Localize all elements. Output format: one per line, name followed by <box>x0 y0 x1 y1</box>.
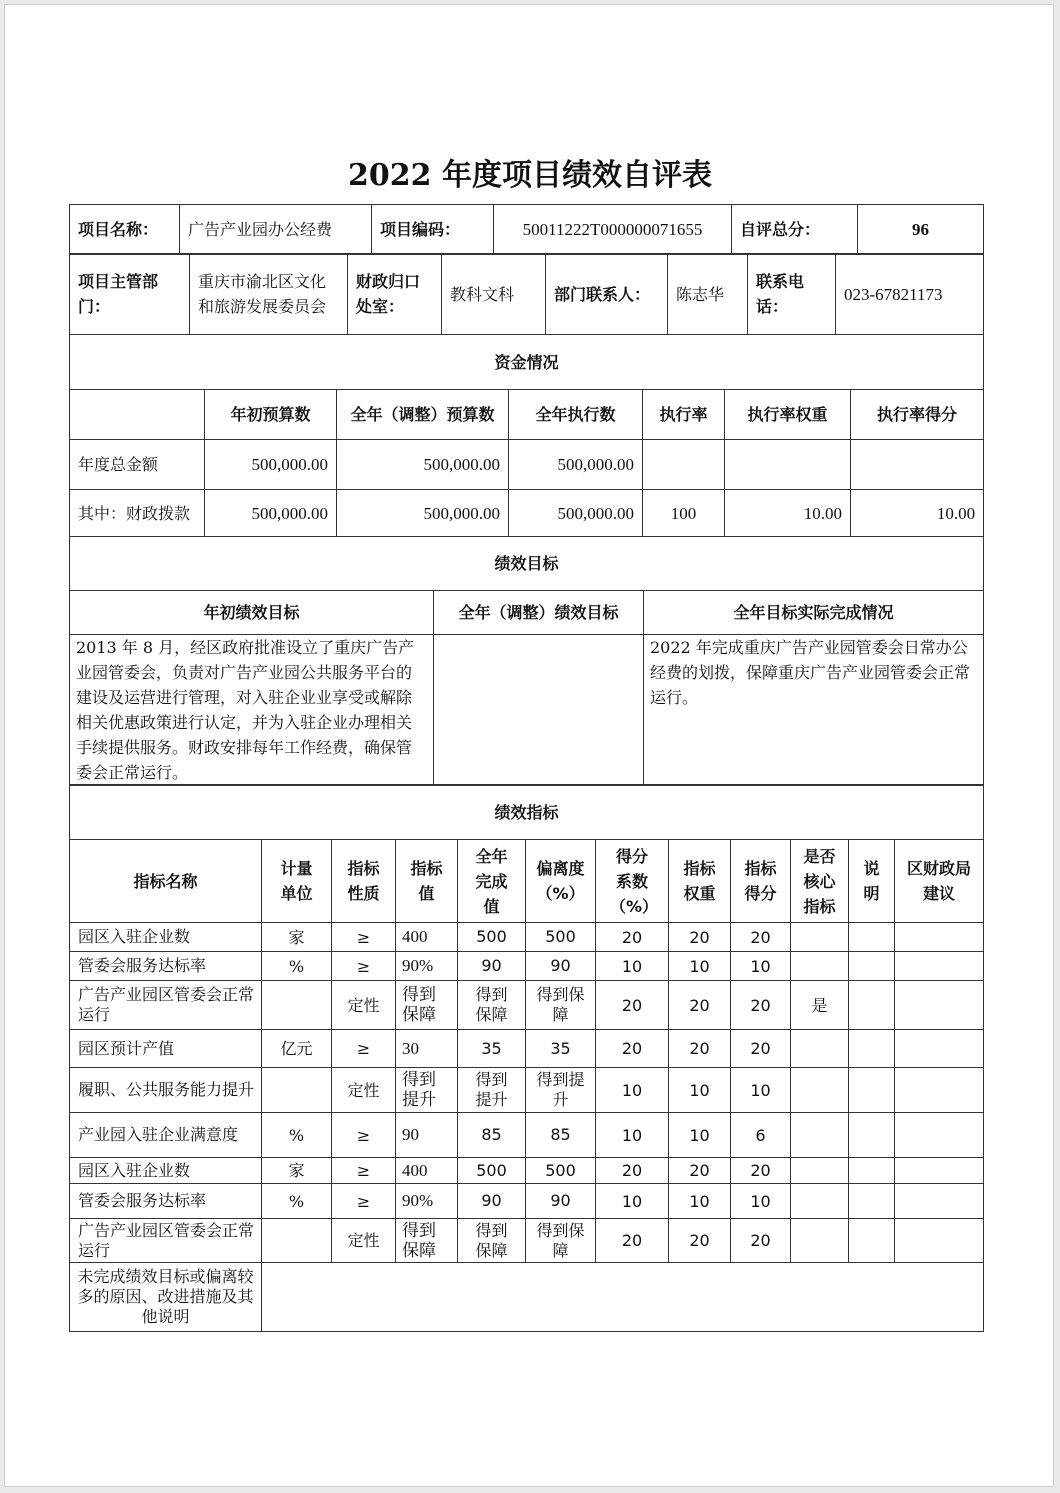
ind-weight: 10 <box>669 1184 731 1219</box>
ind-unit: 家 <box>262 923 332 952</box>
funds-col-executed: 全年执行数 <box>509 390 643 440</box>
ind-score: 20 <box>731 981 791 1030</box>
goals-table <box>69 536 984 786</box>
ind-target: 400 <box>396 923 458 952</box>
ind-note <box>849 923 895 952</box>
table-row <box>70 1030 984 1068</box>
total-score: 96 <box>858 205 984 255</box>
funds-initial: 500,000.00 <box>205 490 337 537</box>
ind-actual: 35 <box>458 1030 526 1068</box>
ind-coef: 10 <box>596 1113 669 1158</box>
ind-col-deviation: 偏离度（%） <box>526 840 596 923</box>
ind-unit: 亿元 <box>262 1030 332 1068</box>
ind-advice <box>895 1184 984 1219</box>
ind-weight: 10 <box>669 1113 731 1158</box>
ind-unit: % <box>262 1113 332 1158</box>
ind-unit: % <box>262 952 332 981</box>
ind-col-core: 是否核心指标 <box>791 840 849 923</box>
contact-label: 部门联系人： <box>546 254 668 335</box>
ind-col-score: 指标得分 <box>731 840 791 923</box>
phone-number: 023-67821173 <box>836 254 984 335</box>
ind-weight: 20 <box>669 1158 731 1184</box>
ind-advice <box>895 1030 984 1068</box>
ind-col-advice: 区财政局建议 <box>895 840 984 923</box>
funds-executed: 500,000.00 <box>509 440 643 490</box>
funds-corner-cell <box>70 390 205 440</box>
ind-core <box>791 1184 849 1219</box>
ind-name: 广告产业园区管委会正常运行 <box>70 981 262 1030</box>
ind-core <box>791 1068 849 1113</box>
ind-actual: 500 <box>458 1158 526 1184</box>
ind-target: 得到提升 <box>396 1068 458 1113</box>
table-row <box>70 1184 984 1219</box>
ind-unit <box>262 981 332 1030</box>
table-row <box>70 1113 984 1158</box>
ind-score: 20 <box>731 1030 791 1068</box>
ind-actual: 90 <box>458 952 526 981</box>
ind-nature: 定性 <box>332 981 396 1030</box>
indicators-footer-value <box>262 1263 984 1332</box>
ind-coef: 10 <box>596 1184 669 1219</box>
ind-score: 20 <box>731 923 791 952</box>
ind-nature: ≥ <box>332 1113 396 1158</box>
ind-deviation: 得到保障 <box>526 981 596 1030</box>
ind-actual: 得到保障 <box>458 1219 526 1263</box>
ind-weight: 20 <box>669 1030 731 1068</box>
ind-coef: 20 <box>596 1158 669 1184</box>
document-page <box>4 4 1054 1487</box>
ind-nature: ≥ <box>332 923 396 952</box>
ind-actual: 得到提升 <box>458 1068 526 1113</box>
ind-note <box>849 1184 895 1219</box>
project-code-label: 项目编码： <box>372 205 494 255</box>
ind-score: 20 <box>731 1158 791 1184</box>
dept-label: 项目主管部门： <box>70 254 190 335</box>
ind-deviation: 得到提升 <box>526 1068 596 1113</box>
ind-unit: % <box>262 1184 332 1219</box>
ind-advice <box>895 923 984 952</box>
ind-note <box>849 1068 895 1113</box>
funds-section-title: 资金情况 <box>70 335 984 390</box>
ind-core <box>791 1113 849 1158</box>
office-label: 财政归口处室： <box>348 254 442 335</box>
funds-col-score: 执行率得分 <box>851 390 984 440</box>
ind-name: 园区预计产值 <box>70 1030 262 1068</box>
funds-adjusted: 500,000.00 <box>337 440 509 490</box>
project-name: 广告产业园办公经费 <box>180 205 372 255</box>
ind-col-note: 说明 <box>849 840 895 923</box>
ind-col-name: 指标名称 <box>70 840 262 923</box>
goals-initial-text: 2013 年 8 月，经区政府批准设立了重庆广告产业园管委会，负责对广告产业园公共服务平台的建设及运营进行管理，对入驻企业业享受或解除相关优惠政策进行认定，并为入驻企业办理相关手续提供服务。财政安排每年工作经费，确保管委会正常运行。 <box>70 635 434 786</box>
ind-actual: 90 <box>458 1184 526 1219</box>
goals-actual-text: 2022 年完成重庆广告产业园管委会日常办公经费的划拨，保障重庆广告产业园管委会正常运行。 <box>644 635 984 786</box>
ind-name: 管委会服务达标率 <box>70 952 262 981</box>
ind-name: 园区入驻企业数 <box>70 1158 262 1184</box>
ind-score: 10 <box>731 952 791 981</box>
ind-weight: 20 <box>669 1219 731 1263</box>
ind-core <box>791 1219 849 1263</box>
funds-rate <box>643 440 725 490</box>
funds-col-weight: 执行率权重 <box>725 390 851 440</box>
ind-name: 产业园入驻企业满意度 <box>70 1113 262 1158</box>
ind-coef: 20 <box>596 923 669 952</box>
ind-name: 广告产业园区管委会正常运行 <box>70 1219 262 1263</box>
table-row <box>70 1068 984 1113</box>
ind-target: 90% <box>396 1184 458 1219</box>
ind-nature: ≥ <box>332 952 396 981</box>
funds-col-adjusted: 全年（调整）预算数 <box>337 390 509 440</box>
ind-nature: ≥ <box>332 1030 396 1068</box>
ind-coef: 20 <box>596 1219 669 1263</box>
ind-core <box>791 1158 849 1184</box>
ind-col-weight: 指标权重 <box>669 840 731 923</box>
project-name-label: 项目名称： <box>70 205 180 255</box>
table-row <box>70 1219 984 1263</box>
table-row <box>70 440 984 490</box>
phone-label: 联系电话： <box>748 254 836 335</box>
ind-deviation: 得到保障 <box>526 1219 596 1263</box>
project-code: 50011222T000000071655 <box>494 205 732 255</box>
goals-col-adjusted: 全年（调整）绩效目标 <box>434 591 644 635</box>
funds-row-label: 其中：财政拨款 <box>70 490 205 537</box>
ind-nature: ≥ <box>332 1158 396 1184</box>
funds-initial: 500,000.00 <box>205 440 337 490</box>
ind-note <box>849 952 895 981</box>
table-row <box>70 923 984 952</box>
ind-core <box>791 1030 849 1068</box>
ind-target: 30 <box>396 1030 458 1068</box>
total-score-label: 自评总分： <box>732 205 858 255</box>
contact-name: 陈志华 <box>668 254 748 335</box>
project-dept-table <box>69 253 984 335</box>
ind-advice <box>895 952 984 981</box>
ind-target: 得到保障 <box>396 981 458 1030</box>
funds-row-label: 年度总金额 <box>70 440 205 490</box>
ind-deviation: 90 <box>526 952 596 981</box>
funds-score: 10.00 <box>851 490 984 537</box>
ind-name: 园区入驻企业数 <box>70 923 262 952</box>
ind-core <box>791 952 849 981</box>
funds-weight <box>725 440 851 490</box>
ind-advice <box>895 981 984 1030</box>
ind-target: 90 <box>396 1113 458 1158</box>
project-header-table <box>69 204 984 255</box>
funds-rate: 100 <box>643 490 725 537</box>
office-name: 教科文科 <box>442 254 546 335</box>
ind-core: 是 <box>791 981 849 1030</box>
funds-score <box>851 440 984 490</box>
ind-deviation: 500 <box>526 1158 596 1184</box>
ind-weight: 20 <box>669 981 731 1030</box>
ind-score: 10 <box>731 1184 791 1219</box>
ind-advice <box>895 1158 984 1184</box>
ind-note <box>849 1158 895 1184</box>
ind-actual: 500 <box>458 923 526 952</box>
funds-weight: 10.00 <box>725 490 851 537</box>
document-title: 2022 年度项目绩效自评表 <box>348 158 712 193</box>
ind-coef: 20 <box>596 981 669 1030</box>
dept-name: 重庆市渝北区文化和旅游发展委员会 <box>190 254 348 335</box>
ind-score: 20 <box>731 1219 791 1263</box>
ind-nature: 定性 <box>332 1219 396 1263</box>
ind-weight: 20 <box>669 923 731 952</box>
ind-name: 管委会服务达标率 <box>70 1184 262 1219</box>
ind-note <box>849 981 895 1030</box>
goals-adjusted-text <box>434 635 644 786</box>
ind-coef: 10 <box>596 952 669 981</box>
ind-actual: 85 <box>458 1113 526 1158</box>
ind-note <box>849 1030 895 1068</box>
funds-adjusted: 500,000.00 <box>337 490 509 537</box>
ind-name: 履职、公共服务能力提升 <box>70 1068 262 1113</box>
indicators-table <box>69 784 984 1332</box>
ind-deviation: 500 <box>526 923 596 952</box>
ind-note <box>849 1219 895 1263</box>
indicators-section-title: 绩效指标 <box>70 785 984 840</box>
ind-score: 10 <box>731 1068 791 1113</box>
ind-note <box>849 1113 895 1158</box>
ind-actual: 得到保障 <box>458 981 526 1030</box>
ind-col-unit: 计量单位 <box>262 840 332 923</box>
table-row <box>70 1158 984 1184</box>
goals-section-title: 绩效目标 <box>70 537 984 591</box>
funds-col-initial: 年初预算数 <box>205 390 337 440</box>
ind-nature: ≥ <box>332 1184 396 1219</box>
ind-deviation: 35 <box>526 1030 596 1068</box>
indicators-footer-label: 未完成绩效目标或偏离较多的原因、改进措施及其他说明 <box>70 1263 262 1332</box>
table-row <box>70 981 984 1030</box>
ind-unit <box>262 1068 332 1113</box>
ind-col-actual: 全年完成值 <box>458 840 526 923</box>
ind-nature: 定性 <box>332 1068 396 1113</box>
funds-table <box>69 334 984 537</box>
ind-core <box>791 923 849 952</box>
ind-score: 6 <box>731 1113 791 1158</box>
ind-weight: 10 <box>669 1068 731 1113</box>
ind-coef: 20 <box>596 1030 669 1068</box>
ind-advice <box>895 1219 984 1263</box>
ind-col-coef: 得分系数（%） <box>596 840 669 923</box>
ind-col-target: 指标值 <box>396 840 458 923</box>
table-row <box>70 952 984 981</box>
ind-weight: 10 <box>669 952 731 981</box>
ind-target: 90% <box>396 952 458 981</box>
ind-col-nature: 指标性质 <box>332 840 396 923</box>
ind-target: 400 <box>396 1158 458 1184</box>
ind-advice <box>895 1113 984 1158</box>
ind-target: 得到保障 <box>396 1219 458 1263</box>
ind-unit: 家 <box>262 1158 332 1184</box>
ind-unit <box>262 1219 332 1263</box>
ind-advice <box>895 1068 984 1113</box>
ind-deviation: 85 <box>526 1113 596 1158</box>
goals-col-actual: 全年目标实际完成情况 <box>644 591 984 635</box>
funds-executed: 500,000.00 <box>509 490 643 537</box>
ind-coef: 10 <box>596 1068 669 1113</box>
funds-col-rate: 执行率 <box>643 390 725 440</box>
goals-col-initial: 年初绩效目标 <box>70 591 434 635</box>
table-row <box>70 490 984 537</box>
ind-deviation: 90 <box>526 1184 596 1219</box>
